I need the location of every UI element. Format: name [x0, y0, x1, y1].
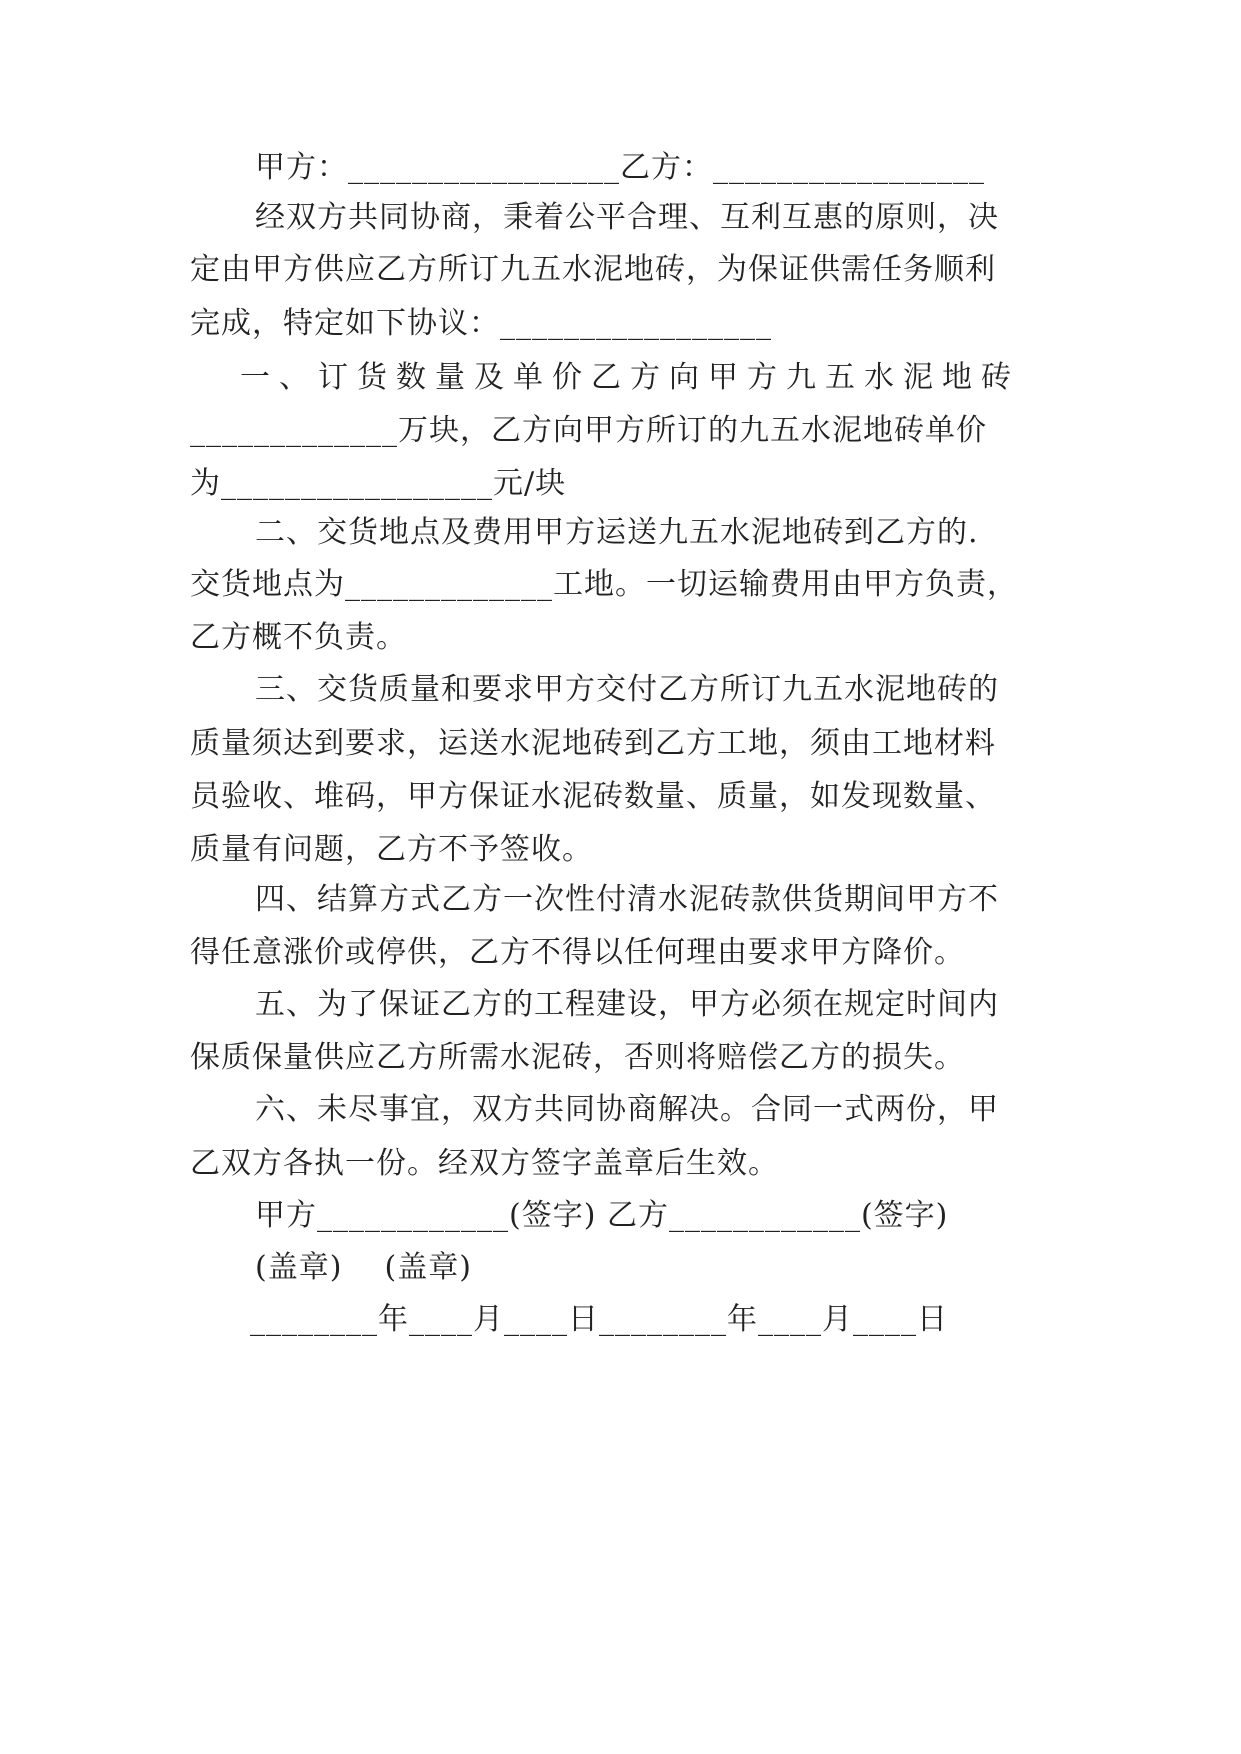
signature-line: 甲方____________(签字) 乙方____________(签字): [255, 1198, 949, 1233]
clause1-line-3: 为_________________元/块: [190, 466, 567, 501]
clause1-line-2: _____________万块，乙方向甲方所订的九五水泥地砖单价: [190, 413, 987, 448]
clause5-line-1: 五、为了保证乙方的工程建设，甲方必须在规定时间内: [255, 987, 999, 1022]
party-header-line: 甲方：_________________乙方：_________________: [255, 150, 985, 185]
clause2-line-2: 交货地点为_____________工地。一切运输费用由甲方负责，: [190, 567, 1018, 602]
seal-line: (盖章) (盖章): [255, 1250, 472, 1285]
clause2-line-3: 乙方概不负责。: [190, 620, 407, 655]
intro-line-2: 定由甲方供应乙方所订九五水泥地砖，为保证供需任务顺利: [190, 252, 996, 287]
clause1-line-1: 一、订货数量及单价乙方向甲方九五水泥地砖: [240, 360, 1020, 395]
clause3-line-3: 员验收、堆码，甲方保证水泥砖数量、质量，如发现数量、: [190, 779, 996, 814]
clause4-line-1: 四、结算方式乙方一次性付清水泥砖款供货期间甲方不: [255, 882, 999, 917]
date-line: ________年____月____日________年____月____日: [250, 1302, 948, 1337]
clause4-line-2: 得任意涨价或停供，乙方不得以任何理由要求甲方降价。: [190, 935, 965, 970]
clause3-line-4: 质量有问题，乙方不予签收。: [190, 832, 593, 867]
intro-line-1: 经双方共同协商，秉着公平合理、互利互惠的原则，决: [255, 200, 999, 235]
intro-line-3: 完成，特定如下协议：_________________: [190, 306, 772, 341]
clause3-line-2: 质量须达到要求，运送水泥地砖到乙方工地，须由工地材料: [190, 726, 996, 761]
clause5-line-2: 保质保量供应乙方所需水泥砖，否则将赔偿乙方的损失。: [190, 1040, 965, 1075]
clause3-line-1: 三、交货质量和要求甲方交付乙方所订九五水泥地砖的: [255, 672, 999, 707]
clause6-line-2: 乙双方各执一份。经双方签字盖章后生效。: [190, 1146, 779, 1181]
clause6-line-1: 六、未尽事宜，双方共同协商解决。合同一式两份，甲: [255, 1092, 999, 1127]
clause2-line-1: 二、交货地点及费用甲方运送九五水泥地砖到乙方的.: [255, 515, 979, 550]
